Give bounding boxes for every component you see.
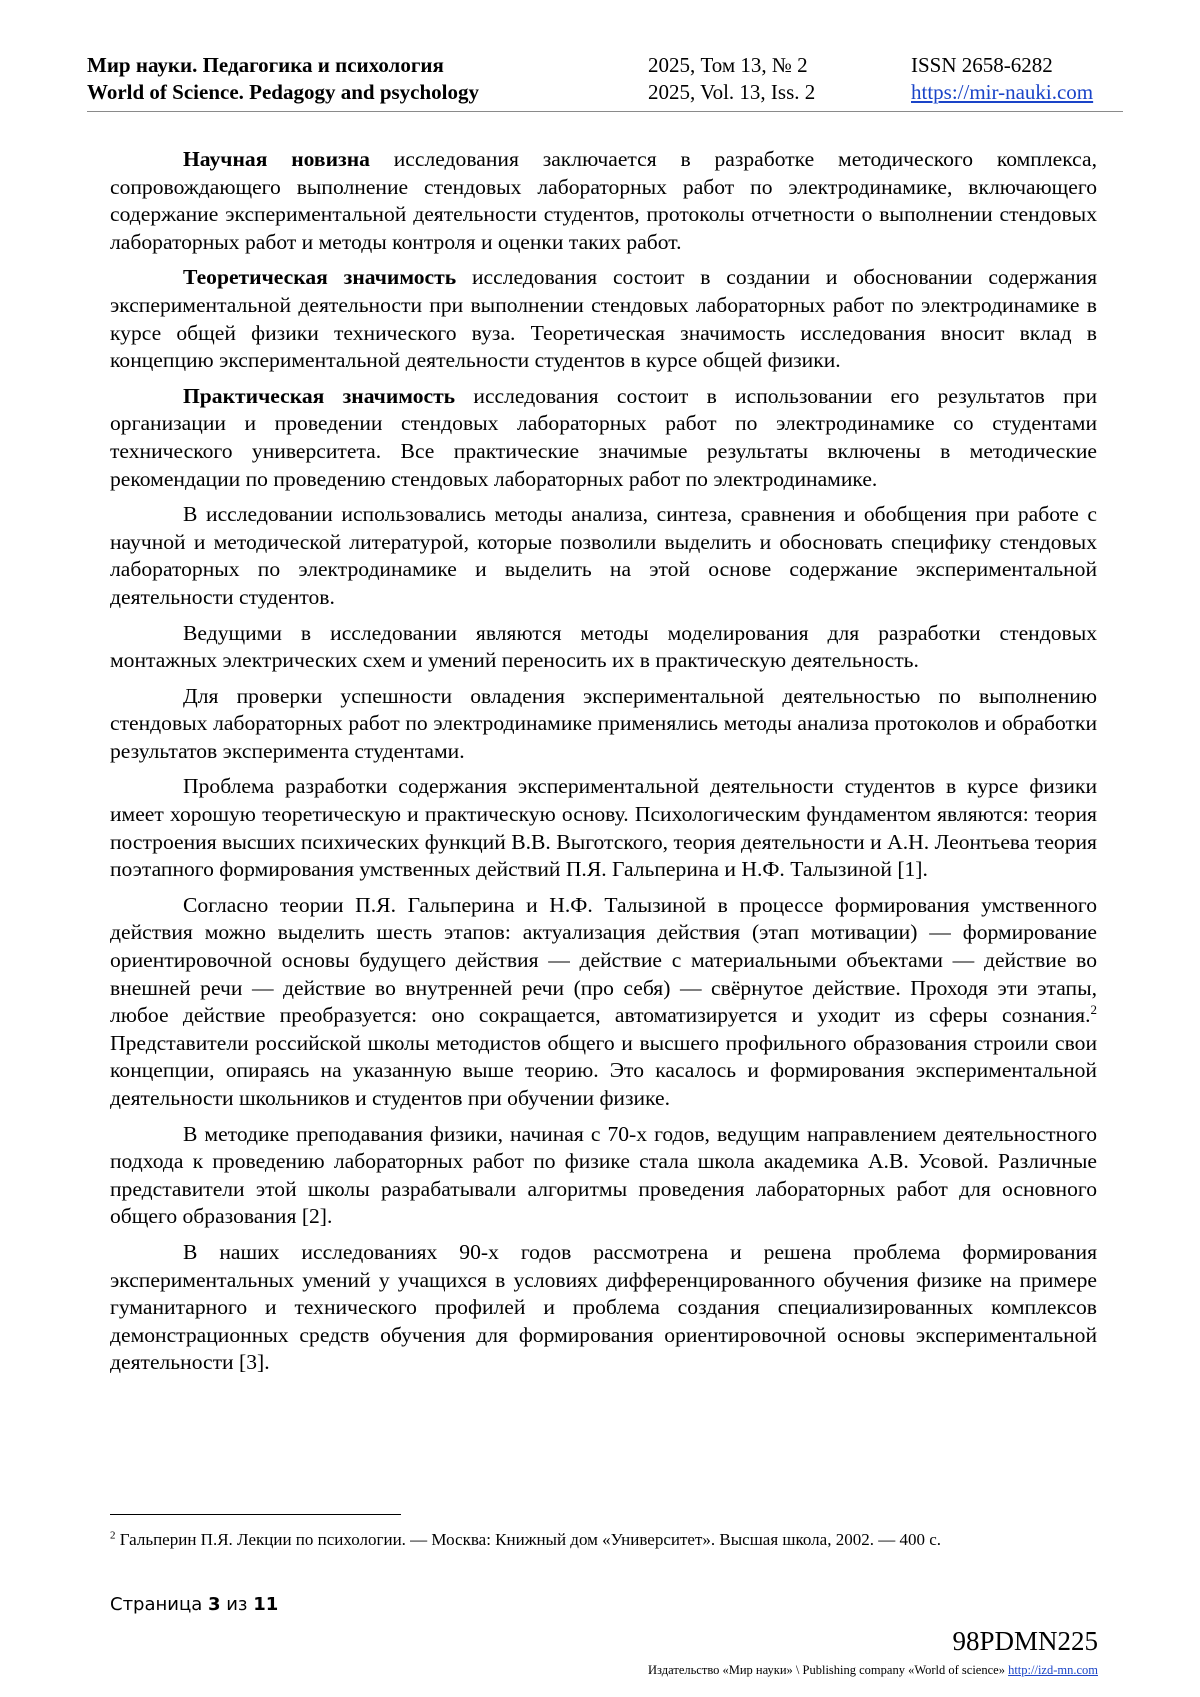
- footnote-divider: [110, 1514, 401, 1515]
- paragraph-practical: [110, 383, 1097, 493]
- issue-info: [648, 52, 815, 106]
- paragraph-lead: Научная новизна: [183, 147, 370, 171]
- journal-title: [87, 52, 479, 106]
- publisher-line: [648, 1662, 1098, 1678]
- paragraph-text: исследования состоит в использовании его результатов при организации и проведении стендовых лабораторных работ по электродинамике со студентами технического университета. Все практические значимые результаты включены в методические рекомендации по проведению стендовых лабораторных работ по электродинамике.: [110, 383, 1097, 491]
- header-divider: [87, 111, 1123, 112]
- document-code: 98PDMN225: [952, 1626, 1098, 1656]
- journal-title-en: World of Science. Pedagogy and psychology: [87, 80, 480, 104]
- paragraph-methods: В исследовании использовались методы анализа, синтеза, сравнения и обобщения при работе с научной и методической литературой, которые позволили выделить и обосновать специфику стендовых лабораторных по электродинамике и выделить на этой основе содержание экспериментальной деятельности студентов.: [110, 502, 1097, 609]
- publisher-link[interactable]: http://izd-mn.com: [1008, 1663, 1098, 1677]
- paragraph-theoretical: [110, 264, 1097, 374]
- paragraph-foundation: Проблема разработки содержания экспериментальной деятельности студентов в курсе физики имеет хорошую теоретическую и практическую основу. Психологическим фундаментом являются: теория построения высших психических функций В.В. Выготского, теория деятельности и А.Н. Леонтьева теория поэтапного формирования умственных действий П.Я. Гальперина и Н.Ф. Талызиной [1].: [110, 774, 1097, 882]
- publisher-text: Издательство «Мир науки» \ Publishing company «World of science»: [648, 1663, 1009, 1677]
- paragraph-text: Согласно теории П.Я. Гальперина и Н.Ф. Талызиной в процессе формирования умственного действия можно выделить шесть этапов: актуализация действия (этап мотивации) — формирование ориентировочной основы будущего действия — действие с материальными объектами — действие во внешней речи — действие во внутренней речи (про себя) — свёрнутое действие. Проходя эти этапы, любое действие преобразуется: оно сокращается, автоматизируется и уходит из сферы сознания.: [110, 892, 1097, 1028]
- paragraph-our-research: В наших исследованиях 90-х годов рассмотрена и решена проблема формирования экспериментальных умений у учащихся в условиях дифференцированного обучения физике на примере гуманитарного и технического профилей и проблема создания специализированных комплексов демонстрационных средств обучения для формирования ориентировочной основы экспериментальной деятельности [3].: [110, 1239, 1097, 1375]
- journal-link[interactable]: https://mir-nauki.com: [911, 80, 1094, 104]
- paragraph-text: исследования состоит в создании и обосновании содержания экспериментальной деятельности при выполнении стендовых лабораторных работ по электродинамике в курсе общей физики технического вуза. Теоретическая значимость исследования вносит вклад в концепцию экспериментальной деятельности студентов в курсе общей физики.: [110, 265, 1097, 373]
- footnote-mark: 2: [110, 1529, 116, 1542]
- page-counter: [110, 1594, 278, 1616]
- issue-info-ru: 2025, Том 13, № 2: [648, 53, 808, 77]
- page-current: 3: [207, 1594, 221, 1615]
- footnote: [110, 1529, 1110, 1551]
- paragraph-text: исследования заключается в разработке методического комплекса, сопровождающего выполнение стендовых лабораторных работ по электродинамике, включающего содержание экспериментальной деятельности студентов, протоколы отчетности о выполнении стендовых лабораторных работ и методы контроля и оценки таких работ.: [110, 147, 1097, 254]
- paragraph-galperin: [110, 892, 1097, 1113]
- paragraph-verification: Для проверки успешности овладения экспериментальной деятельностью по выполнению стендовых лабораторных работ по электродинамике применялись методы анализа протоколов и обработки результатов эксперимента студентами.: [110, 683, 1097, 763]
- issn-block: [911, 52, 1093, 106]
- paragraph-lead: Теоретическая значимость: [183, 265, 457, 290]
- footnote-reference[interactable]: 2: [1090, 1002, 1097, 1018]
- page-counter-middle: из: [220, 1594, 254, 1615]
- footnote-text: Гальперин П.Я. Лекции по психологии. — Москва: Книжный дом «Университет». Высшая школа, 2002. — 400 с.: [115, 1530, 941, 1549]
- page-total: 11: [253, 1594, 279, 1615]
- paragraph-modeling: Ведущими в исследовании являются методы моделирования для разработки стендовых монтажных электрических схем и умений переносить их в практическую деятельность.: [110, 620, 1097, 673]
- article-body: [110, 146, 1097, 1385]
- paragraph-novelty: [110, 146, 1097, 256]
- running-header: [87, 52, 1123, 110]
- paragraph-text-continued: Представители российской школы методистов общего и высшего профильного образования строили свои концепции, опираясь на указанную выше теорию. Это касалось и формирования экспериментальной деятельности школьников и студентов при обучении физике.: [110, 1030, 1097, 1110]
- paragraph-usova: В методике преподавания физики, начиная с 70-х годов, ведущим направлением деятельностного подхода к проведению лабораторных работ по физике стала школа академика А.В. Усовой. Различные представители этой школы разрабатывали алгоритмы проведения лабораторных работ для основного общего образования [2].: [110, 1121, 1097, 1229]
- journal-title-ru: Мир науки. Педагогика и психология: [87, 53, 444, 77]
- page-counter-prefix: Страница: [110, 1594, 208, 1615]
- issue-info-en: 2025, Vol. 13, Iss. 2: [648, 80, 816, 104]
- issn: ISSN 2658-6282: [911, 53, 1053, 77]
- paragraph-lead: Практическая значимость: [183, 383, 456, 408]
